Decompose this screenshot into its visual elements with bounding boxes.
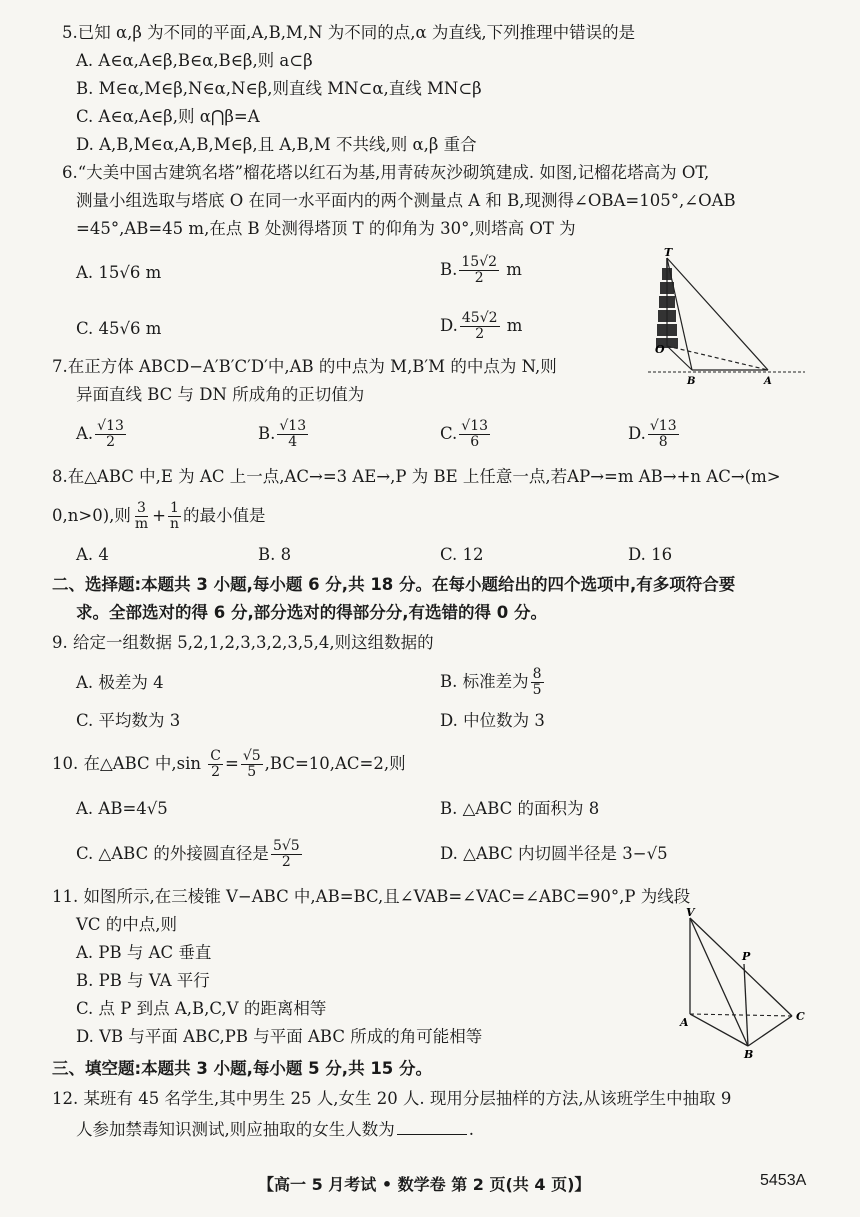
- q10-sin-frac: [208, 749, 223, 780]
- q8-option-b: B. 8: [258, 545, 292, 564]
- q11-line1: 11. 如图所示,在三棱锥 V−ABC 中,AB=BC,且∠VAB=∠VAC=∠ABC=90°,P 为线段: [52, 887, 691, 906]
- q12-line2-text: 人参加禁毒知识测试,则应抽取的女生人数为: [76, 1120, 395, 1139]
- q7-c-num: √13: [461, 418, 489, 434]
- q7-option-a: [76, 414, 128, 454]
- q9-stem: 9. 给定一组数据 5,2,1,2,3,3,2,3,5,4,则这组数据的: [52, 633, 434, 652]
- q7-c-prefix: C.: [440, 424, 458, 443]
- q6-line3: =45°,AB=45 m,在点 B 处测得塔顶 T 的仰角为 30°,则塔高 OT 为: [76, 219, 576, 238]
- q6-b-frac: [459, 255, 499, 286]
- q7-b-num: √13: [279, 418, 307, 434]
- q7-line1: 7.在正方体 ABCD−A′B′C′D′中,AB 的中点为 M,B′M 的中点为 N,则: [52, 357, 557, 376]
- q8-f2-den: n: [169, 516, 180, 532]
- section2-line1: 二、选择题:本题共 3 小题,每小题 6 分,共 18 分。在每小题给出的四个选项中,有多项符合要: [52, 575, 736, 594]
- q8-line2: [52, 496, 266, 536]
- q8-f2-num: 1: [170, 500, 179, 516]
- q7-d-frac: [648, 419, 679, 450]
- footer-code: 5453A: [760, 1172, 807, 1189]
- q7-c-frac: [459, 419, 490, 450]
- section3-line1: 三、填空题:本题共 3 小题,每小题 5 分,共 15 分。: [52, 1059, 433, 1078]
- q8-option-c: C. 12: [440, 545, 484, 564]
- q10-c-prefix: C. △ABC 的外接圆直径是: [76, 844, 269, 863]
- label-b: B: [744, 1048, 754, 1061]
- footer-center: 【高一 5 月考试 • 数学卷 第 2 页(共 4 页)】: [258, 1175, 591, 1194]
- q9-b-prefix: B. 标准差为: [440, 672, 529, 691]
- q11-option-a: A. PB 与 AC 垂直: [76, 943, 212, 962]
- label-b: B: [687, 376, 696, 387]
- q7-d-num: √13: [649, 418, 677, 434]
- line-ob: [667, 346, 692, 370]
- q10-val-den: 5: [247, 764, 257, 780]
- q10-option-b: B. △ABC 的面积为 8: [440, 799, 600, 818]
- label-v: V: [686, 906, 695, 919]
- q6-option-c: C. 45√6 m: [76, 319, 162, 338]
- q9-option-c: C. 平均数为 3: [76, 711, 181, 730]
- q10-c-den: 2: [281, 854, 291, 870]
- q7-d-den: 8: [658, 434, 668, 450]
- q8-plus: +: [152, 506, 166, 525]
- line-oa: [667, 346, 768, 370]
- label-c: C: [796, 1010, 805, 1023]
- q11-option-d: D. VB 与平面 ABC,PB 与平面 ABC 所成的角可能相等: [76, 1027, 483, 1046]
- q12-line2-end: .: [468, 1120, 474, 1139]
- q9-b-den: 5: [532, 682, 542, 698]
- q9-option-b: [440, 662, 546, 702]
- q10-stem-prefix: 10. 在△ABC 中,sin: [52, 754, 202, 773]
- label-a: A: [680, 1016, 689, 1029]
- q9-option-a: A. 极差为 4: [76, 673, 164, 692]
- edge-bc: [748, 1016, 792, 1046]
- q6-pagoda-figure: [640, 246, 810, 390]
- q10-c-frac: [271, 839, 302, 870]
- q10-option-a: A. AB=4√5: [76, 799, 168, 818]
- q8-frac2: [168, 501, 181, 532]
- q9-b-frac: [531, 667, 544, 698]
- label-a: A: [764, 376, 772, 387]
- q6-option-a: A. 15√6 m: [76, 263, 162, 282]
- q6-d-num: 45√2: [461, 310, 498, 326]
- label-o: O: [655, 343, 665, 356]
- q10-eq: =: [224, 754, 239, 773]
- q7-b-prefix: B.: [258, 424, 276, 443]
- q7-option-b: [258, 414, 310, 454]
- q9-option-d: D. 中位数为 3: [440, 711, 545, 730]
- q10-option-d: D. △ABC 内切圆半径是 3−√5: [440, 844, 668, 863]
- q10-frac-num: C: [210, 748, 221, 764]
- section2-line2: 求。全部选对的得 6 分,部分选对的得部分分,有选错的得 0 分。: [76, 603, 547, 622]
- q7-option-c: [440, 414, 492, 454]
- q6-line2: 测量小组选取与塔底 O 在同一水平面内的两个测量点 A 和 B,现测得∠OBA=105°,∠OAB: [76, 191, 736, 210]
- q6-option-d: [440, 308, 522, 344]
- q7-a-prefix: A.: [76, 424, 94, 443]
- q6-line1: 6.“大美中国古建筑名塔”榴花塔以红石为基,用青砖灰沙砌筑建成. 如图,记榴花塔高为 OT,: [62, 163, 710, 182]
- q11-pyramid-figure: [680, 906, 820, 1061]
- q6-d-unit: m: [506, 316, 523, 335]
- q10-c-num: 5√5: [272, 838, 300, 854]
- q7-a-den: 2: [106, 434, 115, 450]
- q6-d-frac: [460, 311, 500, 342]
- edge-vb: [690, 918, 748, 1046]
- q10-option-c: [76, 834, 304, 874]
- q11-line2: VC 的中点,则: [76, 915, 178, 934]
- q7-line2: 异面直线 BC 与 DN 所成角的正切值为: [76, 385, 365, 404]
- q6-b-den: 2: [474, 270, 484, 286]
- q8-line2-suffix: 的最小值是: [183, 506, 266, 525]
- q9-b-num: 8: [532, 666, 542, 682]
- q8-option-a: A. 4: [76, 545, 109, 564]
- label-t: T: [664, 246, 673, 259]
- q6-b-num: 15√2: [461, 254, 498, 270]
- q6-option-b: [440, 252, 522, 288]
- q7-b-frac: [277, 419, 308, 450]
- q6-d-prefix: D.: [440, 316, 458, 335]
- q8-f1-num: 3: [137, 500, 146, 516]
- q11-option-b: B. PB 与 VA 平行: [76, 971, 210, 990]
- q10-stem: [52, 744, 406, 784]
- q10-frac-den: 2: [211, 764, 221, 780]
- edge-ac: [690, 1014, 792, 1016]
- segment-pb: [744, 964, 748, 1046]
- edge-vc: [690, 918, 792, 1016]
- edge-ab: [690, 1014, 748, 1046]
- q8-option-d: D. 16: [628, 545, 673, 564]
- q5-stem: 5.已知 α,β 为不同的平面,A,B,M,N 为不同的点,α 为直线,下列推理中错误的是: [62, 23, 636, 42]
- q7-d-prefix: D.: [628, 424, 646, 443]
- q7-option-d: [628, 414, 681, 454]
- q5-option-c: C. A∈α,A∈β,则 α⋂β=A: [76, 107, 260, 126]
- line-ta: [667, 258, 768, 370]
- q8-f1-den: m: [134, 516, 149, 532]
- q10-val-frac: [241, 749, 263, 780]
- label-p: P: [742, 950, 751, 963]
- q8-line1: 8.在△ABC 中,E 为 AC 上一点,AC→=3 AE→,P 为 BE 上任意一点,若AP→=m AB→+n AC→(m>: [52, 467, 781, 486]
- q7-a-frac: [95, 419, 126, 450]
- q11-option-c: C. 点 P 到点 A,B,C,V 的距离相等: [76, 999, 327, 1018]
- q6-b-unit: m: [506, 260, 522, 279]
- q5-option-b: B. M∈α,M∈β,N∈α,N∈β,则直线 MN⊂α,直线 MN⊂β: [76, 79, 482, 98]
- q7-a-num: √13: [97, 418, 124, 434]
- q12-line2: [76, 1118, 474, 1141]
- q8-line2-prefix: 0,n>0),则: [52, 506, 131, 525]
- q10-val-num: √5: [242, 748, 261, 764]
- q5-option-d: D. A,B,M∈α,A,B,M∈β,且 A,B,M 不共线,则 α,β 重合: [76, 135, 477, 154]
- q6-d-den: 2: [475, 326, 485, 342]
- q6-b-prefix: B.: [440, 260, 458, 279]
- q5-option-a: A. A∈α,A∈β,B∈α,B∈β,则 a⊂β: [76, 51, 313, 70]
- q7-b-den: 4: [288, 434, 298, 450]
- q8-frac1: [133, 501, 150, 532]
- q12-line1: 12. 某班有 45 名学生,其中男生 25 人,女生 20 人. 现用分层抽样的方法,从该班学生中抽取 9: [52, 1089, 732, 1108]
- q12-answer-blank[interactable]: [397, 1118, 467, 1135]
- q10-stem-suffix: ,BC=10,AC=2,则: [264, 754, 406, 773]
- q7-c-den: 6: [470, 434, 480, 450]
